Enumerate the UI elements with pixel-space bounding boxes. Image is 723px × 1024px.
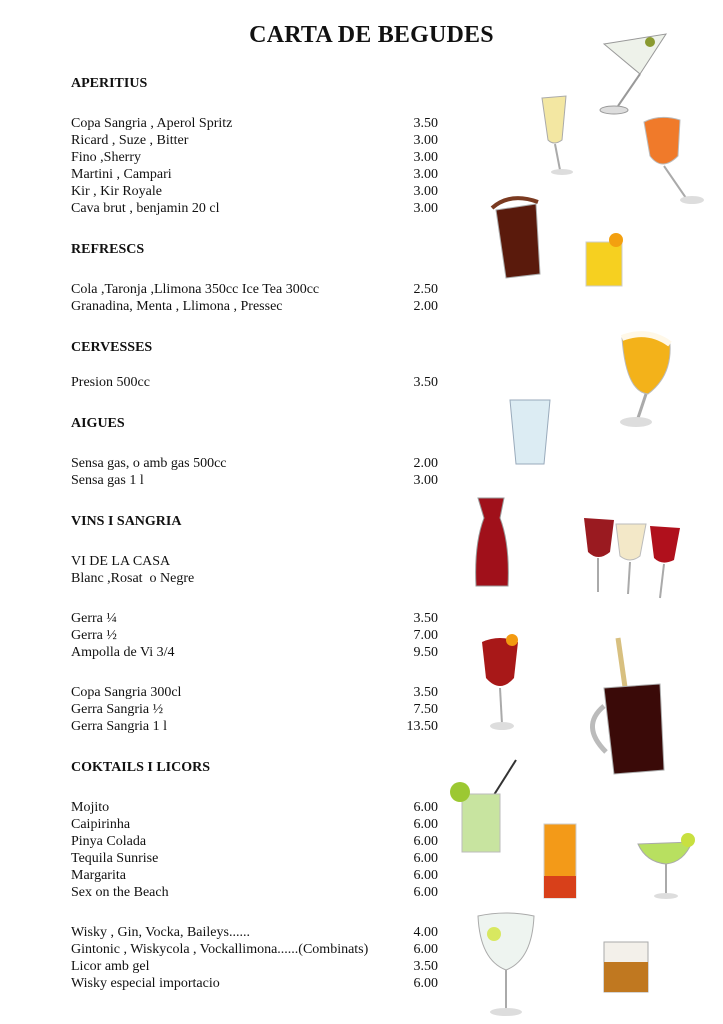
margarita-glass-image — [634, 830, 698, 902]
section-heading: COKTAILS I LICORS — [71, 760, 211, 775]
item-price: 3.00 — [413, 133, 438, 148]
item-price: 3.00 — [413, 167, 438, 182]
orange-soda-glass-image — [582, 232, 632, 288]
martini-glass-image — [596, 26, 672, 116]
item-name: Gintonic , Wiskycola , Vockallimona......(Combinats) — [71, 942, 369, 957]
item-price: 6.00 — [413, 851, 438, 866]
item-name: Ricard , Suze , Bitter — [71, 133, 189, 148]
item-price: 3.00 — [413, 473, 438, 488]
item-price: 3.50 — [413, 685, 438, 700]
item-price: 3.50 — [413, 375, 438, 390]
section-heading: CERVESSES — [71, 340, 153, 355]
item-name: Martini , Campari — [71, 167, 172, 182]
item-name: Sensa gas, o amb gas 500cc — [71, 456, 227, 471]
cola-glass-image — [490, 194, 550, 284]
item-price: 2.50 — [413, 282, 438, 297]
beer-glass-image — [608, 330, 678, 430]
item-name: Pinya Colada — [71, 834, 147, 849]
item-name: VI DE LA CASA — [71, 554, 171, 569]
tequila-sunrise-image — [542, 820, 578, 900]
aperol-spritz-image — [640, 110, 706, 208]
section-heading: VINS I SANGRIA — [71, 514, 182, 529]
water-glass-image — [508, 396, 554, 468]
item-name: Copa Sangria , Aperol Spritz — [71, 116, 233, 131]
item-name: Cola ,Taronja ,Llimona 350cc Ice Tea 300cc — [71, 282, 320, 297]
mojito-glass-image — [446, 758, 520, 856]
item-name: Copa Sangria 300cl — [71, 685, 182, 700]
item-price: 2.00 — [413, 456, 438, 471]
sangria-glass-image — [478, 632, 524, 732]
item-price: 6.00 — [413, 834, 438, 849]
item-name: Gerra Sangria 1 l — [71, 719, 168, 734]
item-name: Cava brut , benjamin 20 cl — [71, 201, 220, 216]
item-name: Presion 500cc — [71, 375, 150, 390]
item-price: 6.00 — [413, 976, 438, 991]
item-price: 3.50 — [413, 959, 438, 974]
item-name: Kir , Kir Royale — [71, 184, 162, 199]
whisky-glass-image — [602, 938, 650, 996]
item-name: Licor amb gel — [71, 959, 150, 974]
item-price: 3.00 — [413, 184, 438, 199]
page-title: CARTA DE BEGUDES — [249, 22, 494, 48]
item-name: Sensa gas 1 l — [71, 473, 144, 488]
champagne-flute-image — [536, 94, 580, 180]
item-price: 6.00 — [413, 817, 438, 832]
wine-glasses-image — [576, 512, 686, 604]
section-heading: AIGUES — [71, 416, 125, 431]
item-name: Caipirinha — [71, 817, 131, 832]
item-price: 6.00 — [413, 942, 438, 957]
gin-tonic-glass-image — [474, 910, 538, 1020]
item-name: Blanc ,Rosat o Negre — [71, 571, 195, 586]
item-name: Wisky , Gin, Vocka, Baileys...... — [71, 925, 250, 940]
item-price: 3.50 — [413, 611, 438, 626]
section-heading: REFRESCS — [71, 242, 145, 257]
item-price: 3.00 — [413, 201, 438, 216]
item-name: Wisky especial importacio — [71, 976, 220, 991]
item-price: 6.00 — [413, 800, 438, 815]
item-price: 7.50 — [413, 702, 438, 717]
item-price: 7.00 — [413, 628, 438, 643]
item-name: Gerra ¼ — [71, 611, 117, 626]
item-price: 13.50 — [406, 719, 438, 734]
item-price: 6.00 — [413, 868, 438, 883]
item-price: 4.00 — [413, 925, 438, 940]
item-price: 9.50 — [413, 645, 438, 660]
item-name: Tequila Sunrise — [71, 851, 159, 866]
item-name: Sex on the Beach — [71, 885, 169, 900]
item-name: Mojito — [71, 800, 110, 815]
item-price: 3.00 — [413, 150, 438, 165]
sangria-pitcher-image — [584, 636, 678, 784]
item-name: Gerra Sangria ½ — [71, 702, 164, 717]
item-price: 6.00 — [413, 885, 438, 900]
item-name: Margarita — [71, 868, 126, 883]
item-price: 2.00 — [413, 299, 438, 314]
item-name: Gerra ½ — [71, 628, 117, 643]
item-price: 3.50 — [413, 116, 438, 131]
item-name: Ampolla de Vi 3/4 — [71, 645, 175, 660]
item-name: Fino ,Sherry — [71, 150, 141, 165]
wine-carafe-image — [470, 494, 514, 594]
item-name: Granadina, Menta , Llimona , Pressec — [71, 299, 283, 314]
section-heading: APERITIUS — [71, 76, 148, 91]
